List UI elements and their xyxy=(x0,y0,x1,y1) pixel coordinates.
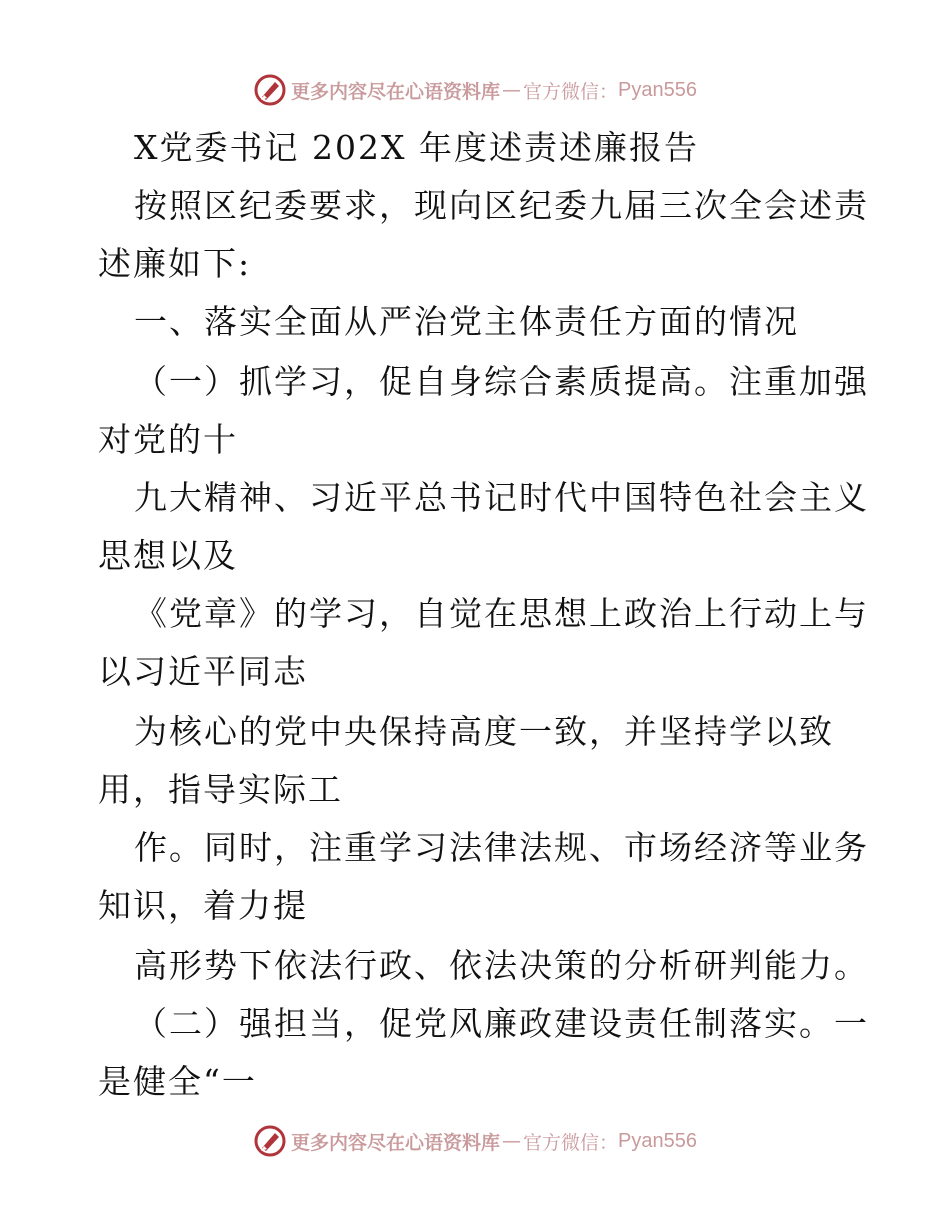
paragraph-line: 九大精神、习近平总书记时代中国特色社会主义 xyxy=(134,478,869,517)
paragraph-line: 《党章》的学习，自觉在思想上政治上行动上与 xyxy=(134,594,869,633)
watermark-account: Pyan556 xyxy=(618,1129,697,1152)
watermark-site-text: 更多内容尽在心语资料库 xyxy=(291,80,501,103)
paragraph-line: （二）强担当，促党风廉政建设责任制落实。一 xyxy=(134,1004,869,1043)
paragraph-line: 以习近平同志 xyxy=(98,652,308,691)
document-title: X党委书记 202X 年度述责述廉报告 xyxy=(134,128,699,167)
paragraph-line: 是健全“一 xyxy=(98,1062,257,1101)
watermark-account: Pyan556 xyxy=(618,78,697,101)
paragraph-line: 思想以及 xyxy=(98,536,238,575)
paragraph-line: （一）抓学习，促自身综合素质提高。注重加强 xyxy=(134,362,869,401)
paragraph-line: 高形势下依法行政、依法决策的分析研判能力。 xyxy=(134,946,869,985)
paragraph-line: 知识，着力提 xyxy=(98,886,308,925)
watermark-official-label: 官方微信： xyxy=(523,1131,619,1154)
watermark-separator: — xyxy=(502,1130,522,1152)
pen-logo-icon xyxy=(253,1124,287,1158)
watermark-banner-bottom xyxy=(0,1121,950,1161)
paragraph-line: 按照区纪委要求，现向区纪委九届三次全会述责 xyxy=(134,186,869,225)
watermark-site-text: 更多内容尽在心语资料库 xyxy=(291,1131,501,1154)
paragraph-line: 用，指导实际工 xyxy=(98,770,343,809)
section-heading: 一、落实全面从严治党主体责任方面的情况 xyxy=(134,302,799,341)
watermark-banner-top xyxy=(0,70,950,110)
paragraph-line: 作。同时，注重学习法律法规、市场经济等业务 xyxy=(134,828,869,867)
watermark-official-label: 官方微信： xyxy=(523,80,619,103)
paragraph-line: 为核心的党中央保持高度一致，并坚持学以致 xyxy=(134,712,834,751)
paragraph-line: 对党的十 xyxy=(98,420,238,459)
pen-logo-icon xyxy=(253,73,287,107)
watermark-separator: — xyxy=(502,79,522,101)
paragraph-line: 述廉如下: xyxy=(98,244,252,283)
